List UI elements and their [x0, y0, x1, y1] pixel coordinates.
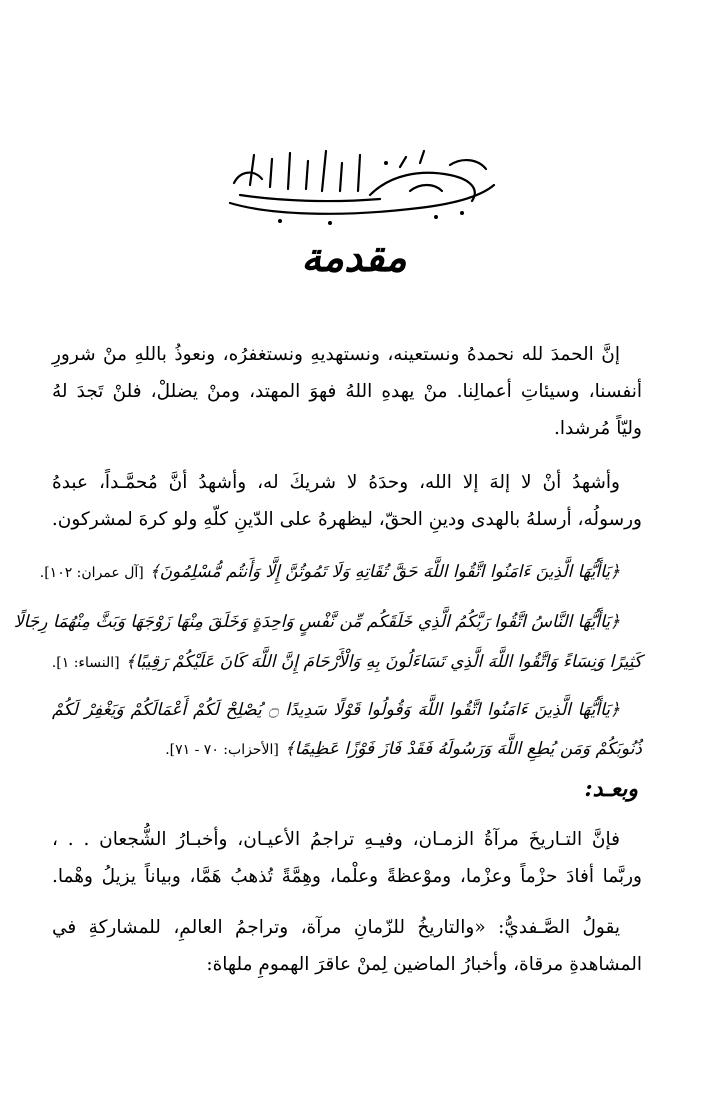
safadi-line-2: المشاهدةِ مرقاة، وأخبارُ الماضين لِمنْ عاقرَ الهمومِ ملهاة:: [206, 954, 642, 975]
verse-1-reference: [آل عمران: ١٠٢].: [39, 565, 144, 581]
intro-line-1: إنَّ الحمدَ لله نحمدهُ ونستعينه، ونستهديهِ ونستغفرُه، ونعوذُ باللهِ منْ شرورِ: [52, 344, 620, 365]
page-heading: مقدمة: [301, 234, 407, 281]
intro-line-3: وليّاً مُرشدا.: [553, 418, 642, 439]
history-line-1: فإنَّ التـاريخَ مرآةُ الزمـان، وفيـهِ تراجمُ الأعيـان، وأخبـارُ الشُّجعان . . ،: [52, 829, 620, 850]
verse-2-reference: [النساء: ١].: [51, 655, 120, 671]
basmala-calligraphy-image: [210, 145, 510, 227]
verse-3-line-2: [52, 732, 642, 768]
shahada-line-2: ورسولُه، أرسلهُ بالهدى ودينِ الحقّ، ليظهرهُ على الدّينِ كلّهِ ولو كرهَ لمشركون.: [51, 509, 642, 530]
verse-1-line: [39, 555, 620, 591]
history-line-2: وربَّما أفادَ حزْماً وعزْما، وموْعظةً وعلْما، وهِمَّةً تُذهبُ هَمَّا، وبياناً يزيلُ وهْما.: [52, 866, 642, 887]
verse-2-line-2: [52, 645, 642, 681]
verse-1-text: ﴿يَاأَيُّهَا الَّذِينَ ءَامَنُوا اتَّقُوا اللَّهَ حَقَّ تُقَاتِهِ وَلَا تَمُوتُنَّ إِلَّا وَأَنتُم مُّسْلِمُونَ﴾: [149, 562, 620, 582]
intro-line-2: أنفسنا، وسيئاتِ أعمالِنا. منْ يهدهِ اللهُ فهوَ المهتد، ومنْ يضللْ، فلنْ تَجدَ لهُ: [52, 381, 642, 402]
verse-3-reference: [الأحزاب: ٧٠ - ٧١].: [165, 742, 279, 758]
safadi-line-1: يقولُ الصَّـفديُّ: «والتاريخُ للزّمانِ مرآة، وتراجمُ العالمِ، للمشاركةِ في: [52, 917, 620, 938]
verse-3-line-1: ﴿يَاأَيُّهَا الَّذِينَ ءَامَنُوا اتَّقُوا اللَّهَ وَقُولُوا قَوْلًا سَدِيدًا ۝ يُصْلِحْ لَكُمْ أَعْمَالَكُمْ وَيَغْفِرْ لَكُمْ: [52, 700, 620, 720]
wabad-heading: وبعـد:: [584, 776, 638, 802]
verse-2-text: كَثِيرًا وَنِسَاءً وَاتَّقُوا اللَّهَ الَّذِي تَسَاءَلُونَ بِهِ وَالْأَرْحَامَ إِنَّ اللَّهَ كَانَ عَلَيْكُمْ رَقِيبًا﴾: [125, 652, 642, 672]
verse-2-line-1: ﴿يَاأَيُّهَا النَّاسُ اتَّقُوا رَبَّكُمُ الَّذِي خَلَقَكُم مِّن نَّفْسٍ وَاحِدَةٍ وَخَلَقَ مِنْهَا زَوْجَهَا وَبَثَّ مِنْهُمَا رِجَالًا: [13, 612, 620, 632]
verse-3-text: ذُنُوبَكُمْ وَمَن يُطِعِ اللَّهَ وَرَسُولَهُ فَقَدْ فَازَ فَوْزًا عَظِيمًا﴾: [284, 739, 642, 759]
shahada-line-1: وأشهدُ أنْ لا إلهَ إلا الله، وحدَهُ لا شريكَ له، وأشهدُ أنَّ مُحمَّـداً، عبدهُ: [52, 472, 620, 493]
basmala-calligraphy: [210, 145, 510, 227]
